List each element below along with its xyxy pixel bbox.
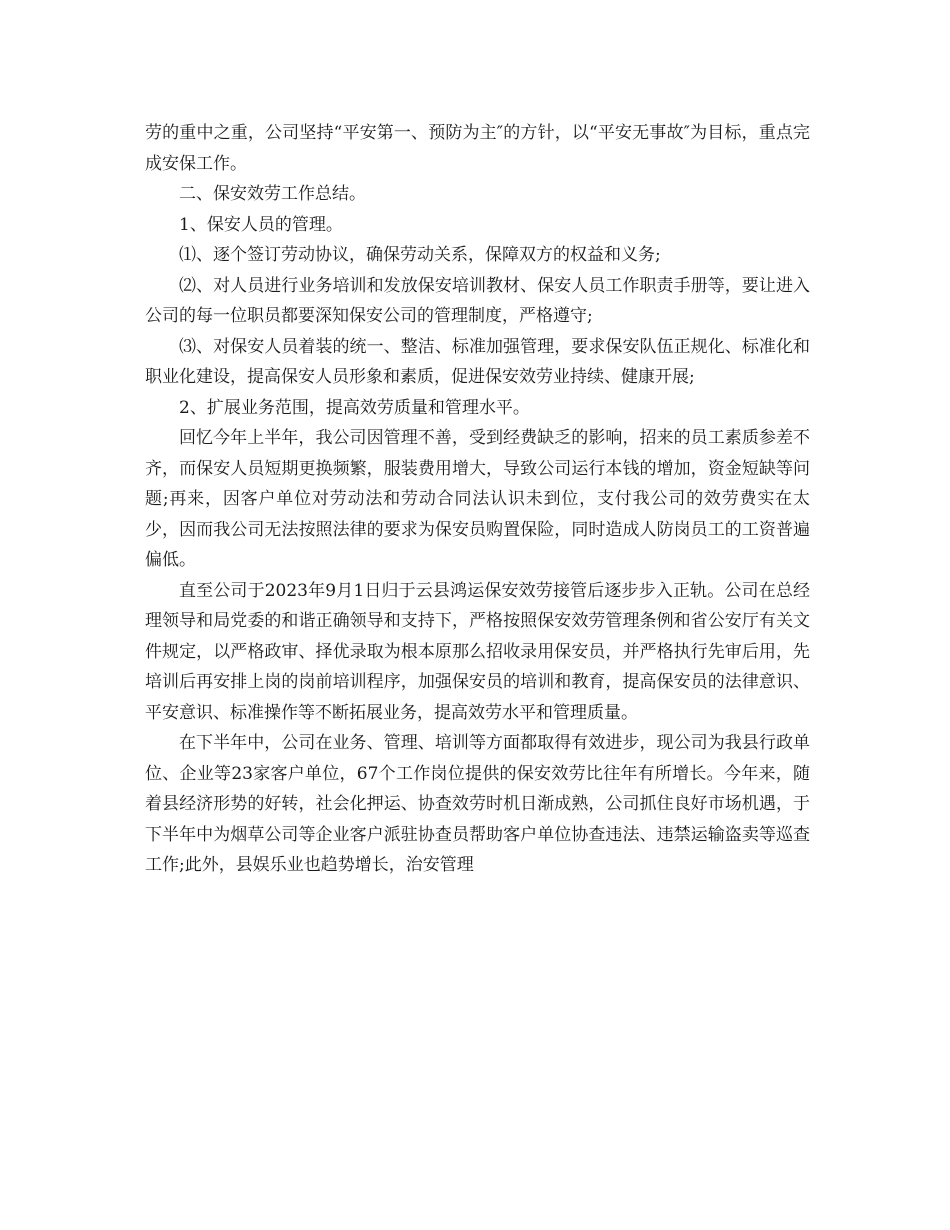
subsection-heading: 2、扩展业务范围，提高效劳质量和管理水平。	[179, 397, 530, 418]
paragraph: 劳的重中之重，公司坚持“平安第一、预防为主″的方针，以“平安无事故″为目标，重点完成安保工作。	[145, 123, 810, 174]
document-body	[145, 118, 810, 881]
subsection-heading: 1、保安人员的管理。	[179, 214, 343, 235]
section-heading: 二、保安效劳工作总结。	[179, 184, 366, 204]
list-item: ⑵、对人员进行业务培训和发放保安培训教材、保安人员工作职责手册等，要让进入公司的每一位职员都要深知保安公司的管理制度，严格遵守;	[145, 275, 810, 326]
paragraph: 回忆今年上半年，我公司因管理不善，受到经费缺乏的影响，招来的员工素质参差不齐，而保安人员短期更换频繁，服装费用增大，导致公司运行本钱的增加，资金短缺等问题;再来，因客户单位对劳动法和劳动合同法认识未到位，支付我公司的效劳费实在太少，因而我公司无法按照法律的要求为保安员购置保险，同时造成人防岗员工的工资普遍偏低。	[145, 428, 810, 570]
list-item: ⑶、对保安人员着装的统一、整洁、标准加强管理，要求保安队伍正规化、标准化和职业化建设，提高保安人员形象和素质，促进保安效劳业持续、健康开展;	[145, 336, 810, 387]
paragraph: 直至公司于2023年9月1日归于云县鸿运保安效劳接管后逐步步入正轨。公司在总经理领导和局党委的和谐正确领导和支持下，严格按照保安效劳管理条例和省公安厅有关文件规定，以严格政审、择优录取为根本原那么招收录用保安员，并严格执行先审后用，先培训后再安排上岗的岗前培训程序，加强保安员的培训和教育，提高保安员的法律意识、平安意识、标准操作等不断拓展业务，提高效劳水平和管理质量。	[145, 580, 810, 723]
list-item: ⑴、逐个签订劳动协议，确保劳动关系，保障双方的权益和义务;	[179, 245, 661, 265]
paragraph: 在下半年中，公司在业务、管理、培训等方面都取得有效进步，现公司为我县行政单位、企业等23家客户单位，67个工作岗位提供的保安效劳比往年有所增长。今年来，随着县经济形势的好转，社会化押运、协查效劳时机日渐成熟，公司抓住良好市场机遇，于下半年中为烟草公司等企业客户派驻协查员帮助客户单位协查违法、违禁运输盗卖等巡查工作;此外，县娱乐业也趋势增长，治安管理	[145, 733, 810, 875]
